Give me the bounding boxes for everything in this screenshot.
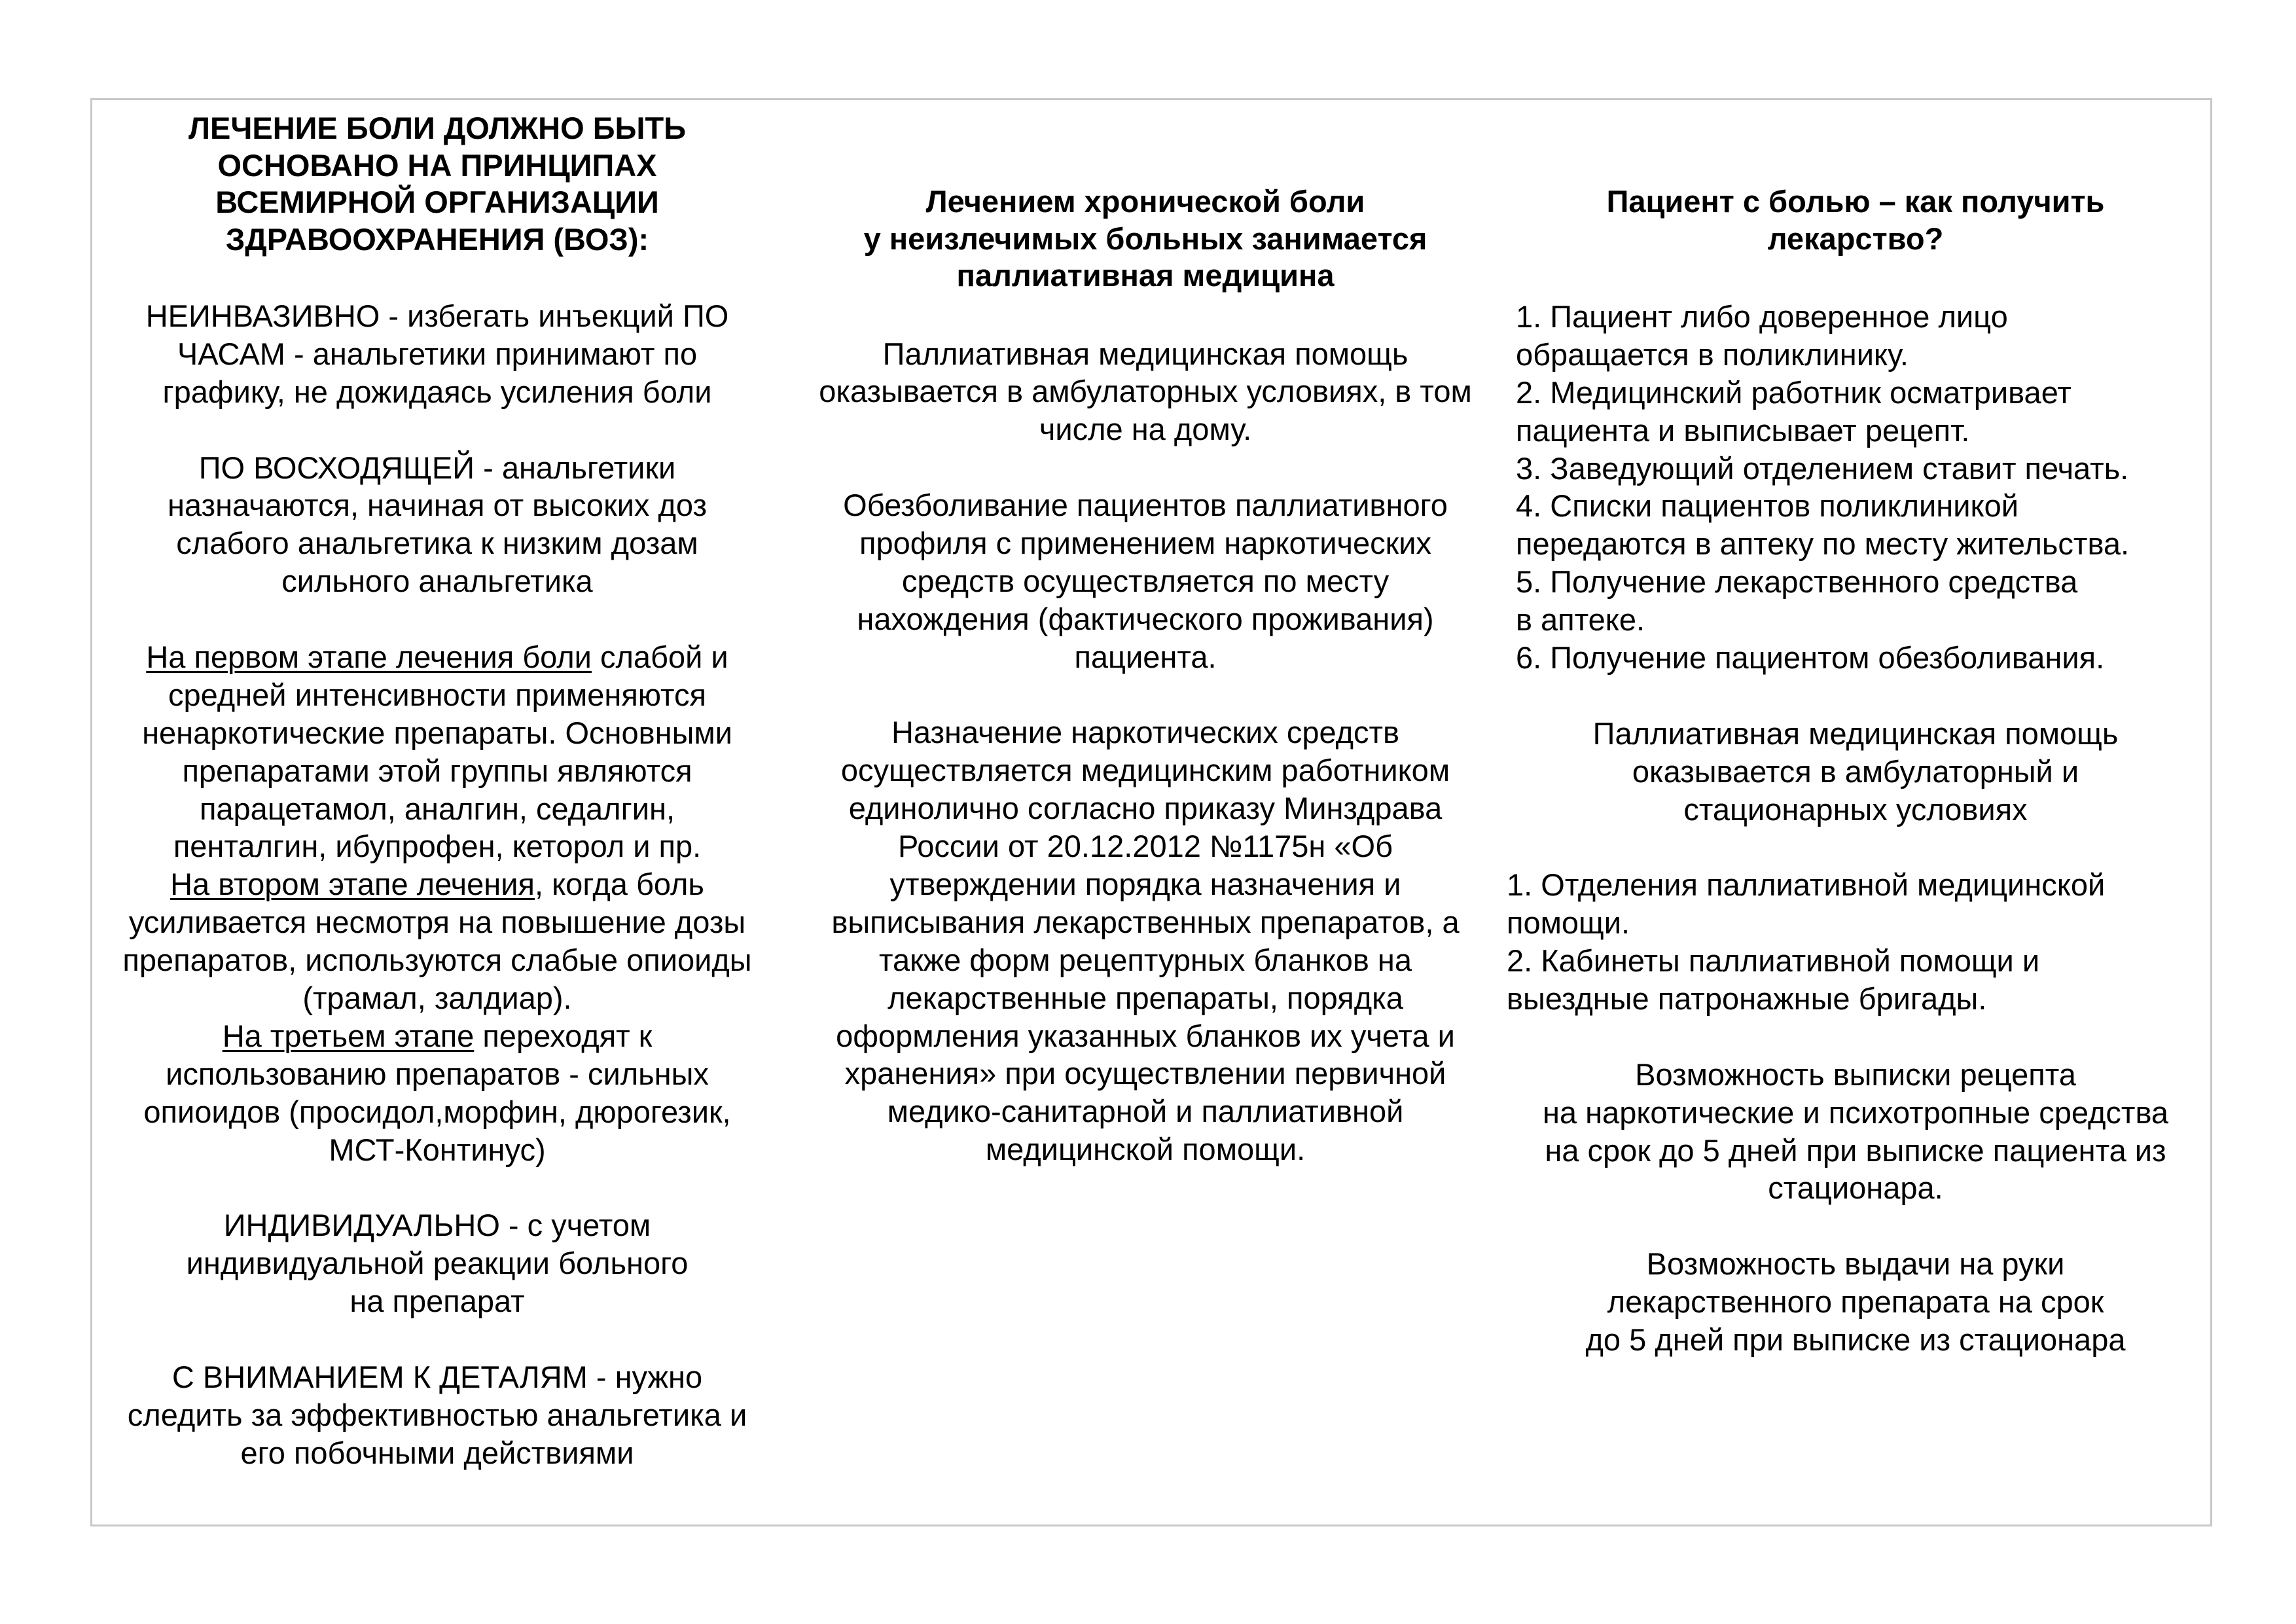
principle-individual xyxy=(97,1206,778,1320)
list-item: 1. Отделения паллиативной медицинской xyxy=(1507,867,2106,903)
text-line: медицинской помощи. xyxy=(985,1132,1306,1167)
paragraph-pain-relief xyxy=(782,486,1509,676)
text-line: (трамал, залдиар). xyxy=(302,981,572,1016)
dispensing-note xyxy=(1505,1245,2206,1359)
treatment-stages xyxy=(97,638,778,1168)
text-line: усиливается несмотря на повышение дозы xyxy=(128,905,746,940)
spacer xyxy=(782,676,1509,714)
text-line: лекарственные препараты, порядка xyxy=(888,980,1403,1015)
steps-list xyxy=(1505,298,2206,677)
text-line: ненаркотические препараты. Основными xyxy=(142,715,732,750)
text-line: утверждении порядка назначения и xyxy=(889,866,1401,901)
spacer xyxy=(1505,1207,2206,1245)
text-line: препаратов, используются слабые опиоиды xyxy=(122,943,752,978)
heading-line: Пациент с болью – как получить xyxy=(1606,184,2105,219)
stage-1-line xyxy=(97,638,778,676)
stage-1-label: На первом этапе лечения боли xyxy=(146,640,592,675)
text-line: НЕИНВАЗИВНО - избегать инъекций ПО xyxy=(145,298,729,333)
heading-line: паллиативная медицина xyxy=(956,258,1335,293)
text-line: следить за эффективностью анальгетика и xyxy=(127,1397,747,1432)
text-line: индивидуальной реакции больного xyxy=(186,1246,689,1281)
principle-noninvasive xyxy=(97,297,778,411)
heading-line: ОСНОВАНО НА ПРИНЦИПАХ xyxy=(217,147,657,183)
text-line: средств осуществляется по месту xyxy=(901,563,1390,598)
text-line: опиоидов (просидол,морфин, дюрогезик, xyxy=(143,1094,731,1129)
spacer xyxy=(97,1320,778,1358)
list-item: 6. Получение пациентом обезболивания. xyxy=(1516,640,2105,676)
list-item: передаются в аптеку по месту жительства. xyxy=(1516,526,2130,562)
list-item: обращается в поликлинику. xyxy=(1516,336,1909,372)
text-line: Паллиативная медицинская помощь xyxy=(1592,715,2119,751)
principle-ascending xyxy=(97,449,778,601)
principle-details xyxy=(97,1358,778,1472)
text-line: оказывается в амбулаторный и xyxy=(1632,753,2079,789)
paragraph-prescription-order xyxy=(782,713,1509,1168)
text-run: переходят к xyxy=(474,1018,653,1053)
spacer xyxy=(1505,828,2206,866)
list-item: 5. Получение лекарственного средства xyxy=(1516,564,2078,600)
how-to-get-medicine-heading xyxy=(1505,183,2206,257)
list-item: 4. Списки пациентов поликлиникой xyxy=(1516,488,2018,524)
text-line: также форм рецептурных бланков на xyxy=(878,942,1412,977)
text-line: ИНДИВИДУАЛЬНО - с учетом xyxy=(223,1208,651,1243)
text-line: средней интенсивности применяются xyxy=(168,677,706,712)
text-line: на препарат xyxy=(350,1284,525,1319)
prescription-note xyxy=(1505,1056,2206,1208)
spacer xyxy=(782,448,1509,486)
text-line: МСТ-Континус) xyxy=(329,1132,546,1167)
text-line: оформления указанных бланков их учета и xyxy=(836,1018,1455,1053)
heading-line: ВСЕМИРНОЙ ОРГАНИЗАЦИИ xyxy=(215,185,659,219)
text-line: оказывается в амбулаторных условиях, в том xyxy=(819,374,1472,409)
list-item: пациента и выписывает рецепт. xyxy=(1516,412,1970,448)
text-line: его побочными действиями xyxy=(240,1435,634,1470)
text-line: числе на дому. xyxy=(1039,412,1252,447)
text-line: использованию препаратов - сильных xyxy=(166,1056,709,1091)
text-line: Возможность выдачи на руки xyxy=(1646,1246,2065,1282)
text-line: назначаются, начиная от высоких доз xyxy=(167,488,708,523)
heading-line: ЗДРАВООХРАНЕНИЯ (ВОЗ): xyxy=(225,221,649,257)
text-line: лекарственного препарата на срок xyxy=(1607,1284,2104,1320)
spacer xyxy=(97,600,778,638)
text-run: , когда боль xyxy=(534,867,704,902)
text-line: до 5 дней при выписке из стационара xyxy=(1585,1322,2126,1358)
text-line: сильного анальгетика xyxy=(281,564,593,599)
text-line: осуществляется медицинским работником xyxy=(840,753,1450,788)
list-item: 2. Медицинский работник осматривает xyxy=(1516,374,2072,410)
text-line: профиля с применением наркотических xyxy=(859,525,1431,560)
heading-line: у неизлечимых больных занимается xyxy=(863,221,1427,256)
text-line: на наркотические и психотропные средства xyxy=(1542,1094,2169,1130)
text-line: на срок до 5 дней при выписке пациента из xyxy=(1545,1132,2166,1168)
text-line: России от 20.12.2012 №1175н «Об xyxy=(897,829,1393,864)
heading-line: ЛЕЧЕНИЕ БОЛИ ДОЛЖНО БЫТЬ xyxy=(188,111,686,145)
text-line: Возможность выписки рецепта xyxy=(1635,1056,2076,1092)
list-item: 2. Кабинеты паллиативной помощи и xyxy=(1507,943,2040,979)
list-item: помощи. xyxy=(1507,905,1630,941)
text-line: медико-санитарной и паллиативной xyxy=(887,1094,1404,1129)
who-principles-column xyxy=(97,110,778,1472)
text-line: слабого анальгетика к низким дозам xyxy=(176,526,698,561)
who-principles-heading xyxy=(97,110,778,258)
text-line: ПО ВОСХОДЯЩЕЙ - анальгетики xyxy=(198,450,676,485)
heading-line: Лечением хронической боли xyxy=(925,184,1365,219)
list-item: 1. Пациент либо доверенное лицо xyxy=(1516,299,2008,334)
stage-3-line xyxy=(97,1017,778,1055)
stage-2-line xyxy=(97,865,778,903)
list-item: выездные патронажные бригады. xyxy=(1507,981,1987,1017)
palliative-care-heading xyxy=(782,183,1509,295)
list-item: 3. Заведующий отделением ставит печать. xyxy=(1516,450,2129,486)
text-line: Обезболивание пациентов паллиативного xyxy=(843,488,1448,523)
text-line: Назначение наркотических средств xyxy=(891,715,1400,750)
spacer xyxy=(1505,677,2206,715)
spacer xyxy=(97,411,778,449)
care-units-list xyxy=(1505,866,2206,1018)
text-line: стационара. xyxy=(1768,1170,1943,1206)
text-line: графику, не дожидаясь усиления боли xyxy=(162,374,712,409)
text-line: хранения» при осуществлении первичной xyxy=(844,1056,1446,1091)
text-line: выписывания лекарственных препаратов, а xyxy=(831,904,1460,939)
text-line: Паллиативная медицинская помощь xyxy=(882,336,1408,371)
spacer xyxy=(1505,1018,2206,1056)
text-line: препаратами этой группы являются xyxy=(182,753,692,788)
text-line: С ВНИМАНИЕМ К ДЕТАЛЯМ - нужно xyxy=(171,1359,703,1394)
care-settings-note xyxy=(1505,715,2206,829)
spacer xyxy=(97,1168,778,1206)
stage-2-label: На втором этапе лечения xyxy=(170,867,535,902)
text-line: пенталгин, ибупрофен, кеторол и пр. xyxy=(173,829,702,864)
text-line: стационарных условиях xyxy=(1683,791,2028,827)
text-line: единолично согласно приказу Минздрава xyxy=(848,791,1443,826)
heading-line: лекарство? xyxy=(1767,221,1944,256)
text-line: парацетамол, аналгин, седалгин, xyxy=(199,791,675,826)
how-to-get-medicine-column xyxy=(1505,183,2206,1359)
paragraph-outpatient-care xyxy=(782,335,1509,449)
text-run: слабой и xyxy=(591,640,728,675)
text-line: нахождения (фактического проживания) xyxy=(857,601,1434,636)
stage-3-label: На третьем этапе xyxy=(222,1018,475,1053)
list-item: в аптеке. xyxy=(1516,602,1645,638)
text-line: ЧАСАМ - анальгетики принимают по xyxy=(177,336,698,371)
palliative-care-column xyxy=(782,183,1509,1168)
text-line: пациента. xyxy=(1074,639,1217,674)
